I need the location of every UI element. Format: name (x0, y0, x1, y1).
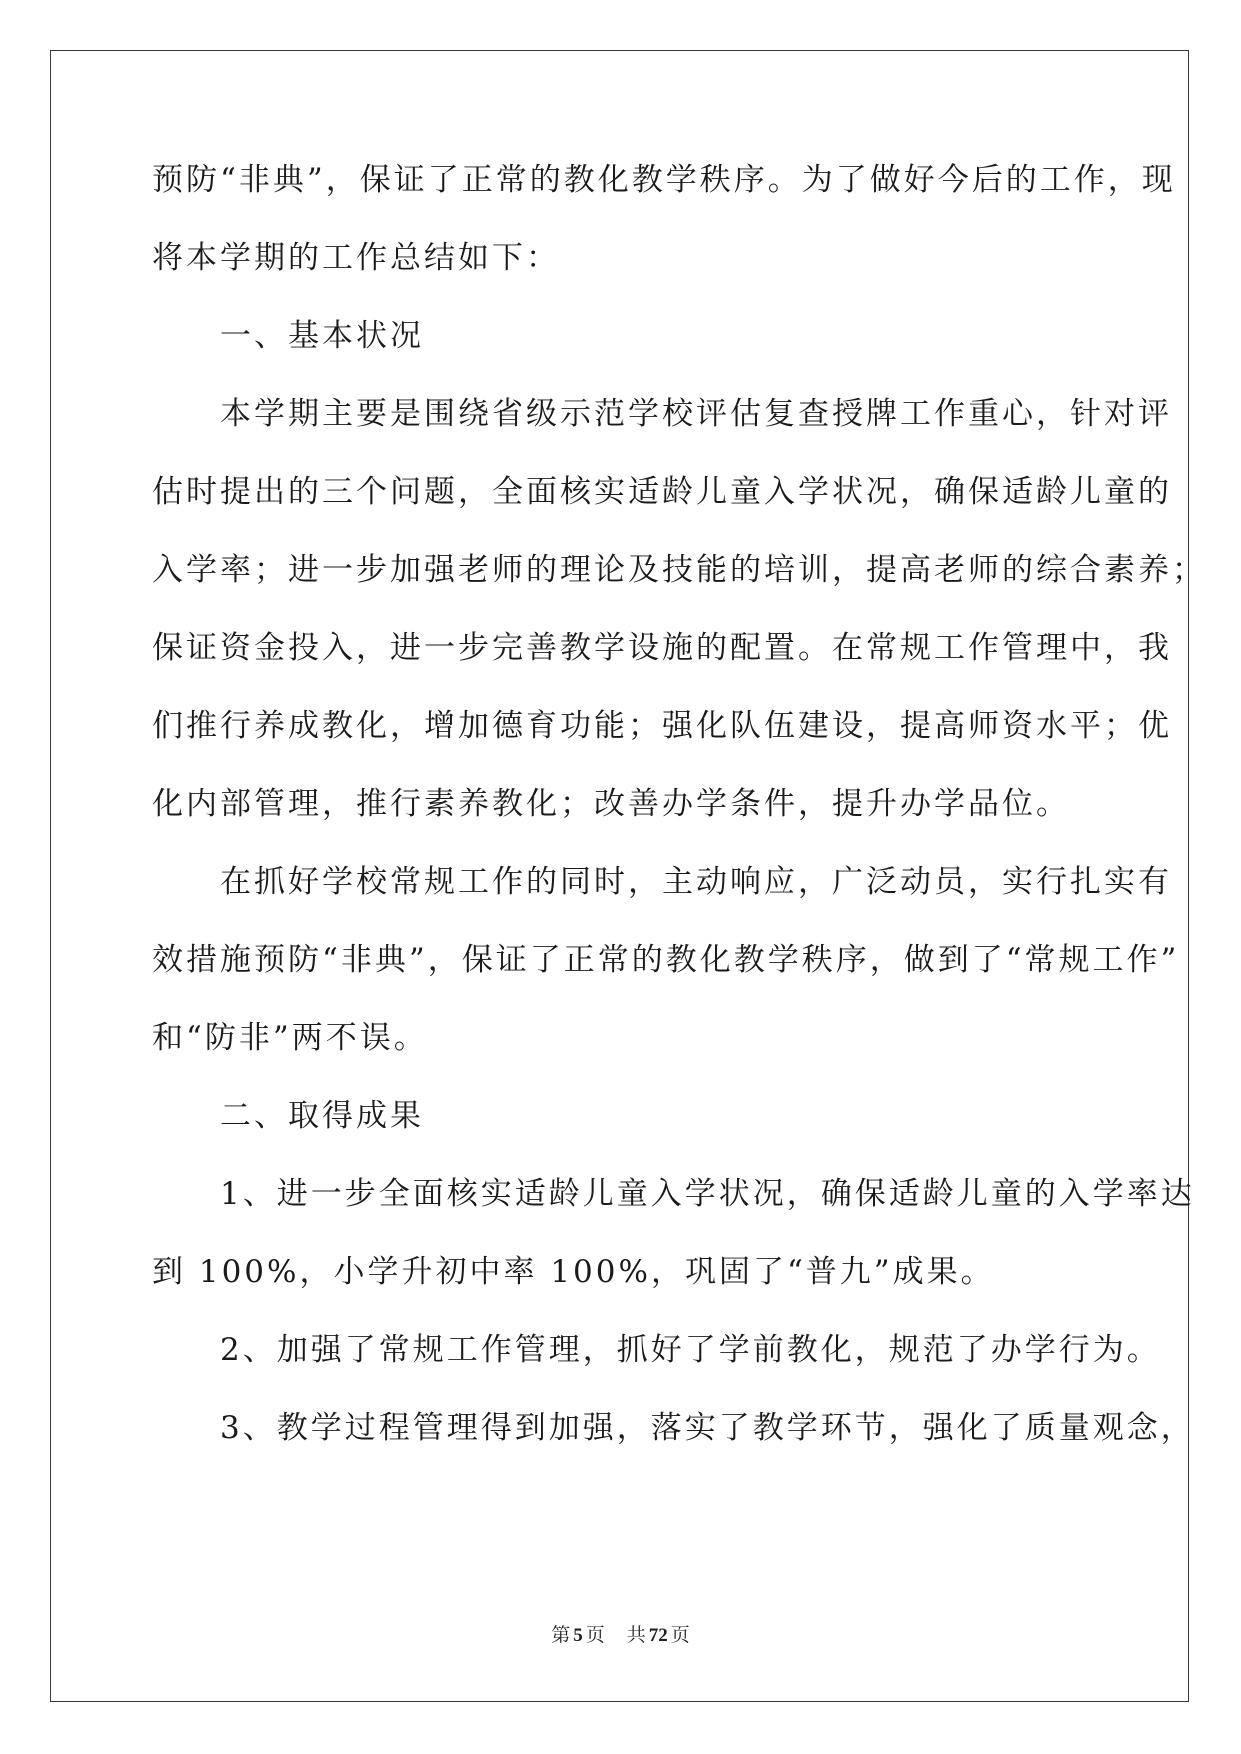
text-line: 保证资金投入，进一步完善教学设施的配置。在常规工作管理中，我 (152, 630, 1172, 666)
text-line: 3、教学过程管理得到加强，落实了教学环节，强化了质量观念， (152, 1410, 1195, 1446)
page-prefix: 第 (551, 1625, 571, 1646)
page-footer (0, 1624, 1241, 1648)
text-line: 入学率；进一步加强老师的理论及技能的培训，提高老师的综合素养； (152, 552, 1206, 588)
section-heading: 二、取得成果 (152, 1098, 424, 1134)
text-line: 估时提出的三个问题，全面核实适龄儿童入学状况，确保适龄儿童的 (152, 474, 1172, 510)
text-line: 和“防非”两不误。 (152, 1020, 428, 1056)
total-pages: 72 (648, 1625, 668, 1646)
text-line: 在抓好学校常规工作的同时，主动响应，广泛动员，实行扎实有 (152, 864, 1172, 900)
text-line: 到 100%，小学升初中率 100%，巩固了“普九”成果。 (152, 1254, 995, 1290)
text-line: 效措施预防“非典”，保证了正常的教化教学秩序，做到了“常规工作” (152, 942, 1180, 978)
total-prefix: 共 (626, 1625, 646, 1646)
text-line: 本学期主要是围绕省级示范学校评估复查授牌工作重心，针对评 (152, 396, 1172, 432)
text-line: 们推行养成教化，增加德育功能；强化队伍建设，提高师资水平；优 (152, 708, 1172, 744)
text-line: 预防“非典”，保证了正常的教化教学秩序。为了做好今后的工作，现 (152, 162, 1176, 198)
section-heading: 一、基本状况 (152, 318, 424, 354)
text-line: 将本学期的工作总结如下： (152, 240, 560, 276)
page-suffix: 页 (585, 1625, 605, 1646)
total-suffix: 页 (670, 1625, 690, 1646)
page-number: 5 (573, 1625, 583, 1646)
text-line: 化内部管理，推行素养教化；改善办学条件，提升办学品位。 (152, 786, 1070, 822)
text-line: 1、进一步全面核实适龄儿童入学状况，确保适龄儿童的入学率达 (152, 1176, 1195, 1212)
text-line: 2、加强了常规工作管理，抓好了学前教化，规范了办学行为。 (152, 1332, 1161, 1368)
